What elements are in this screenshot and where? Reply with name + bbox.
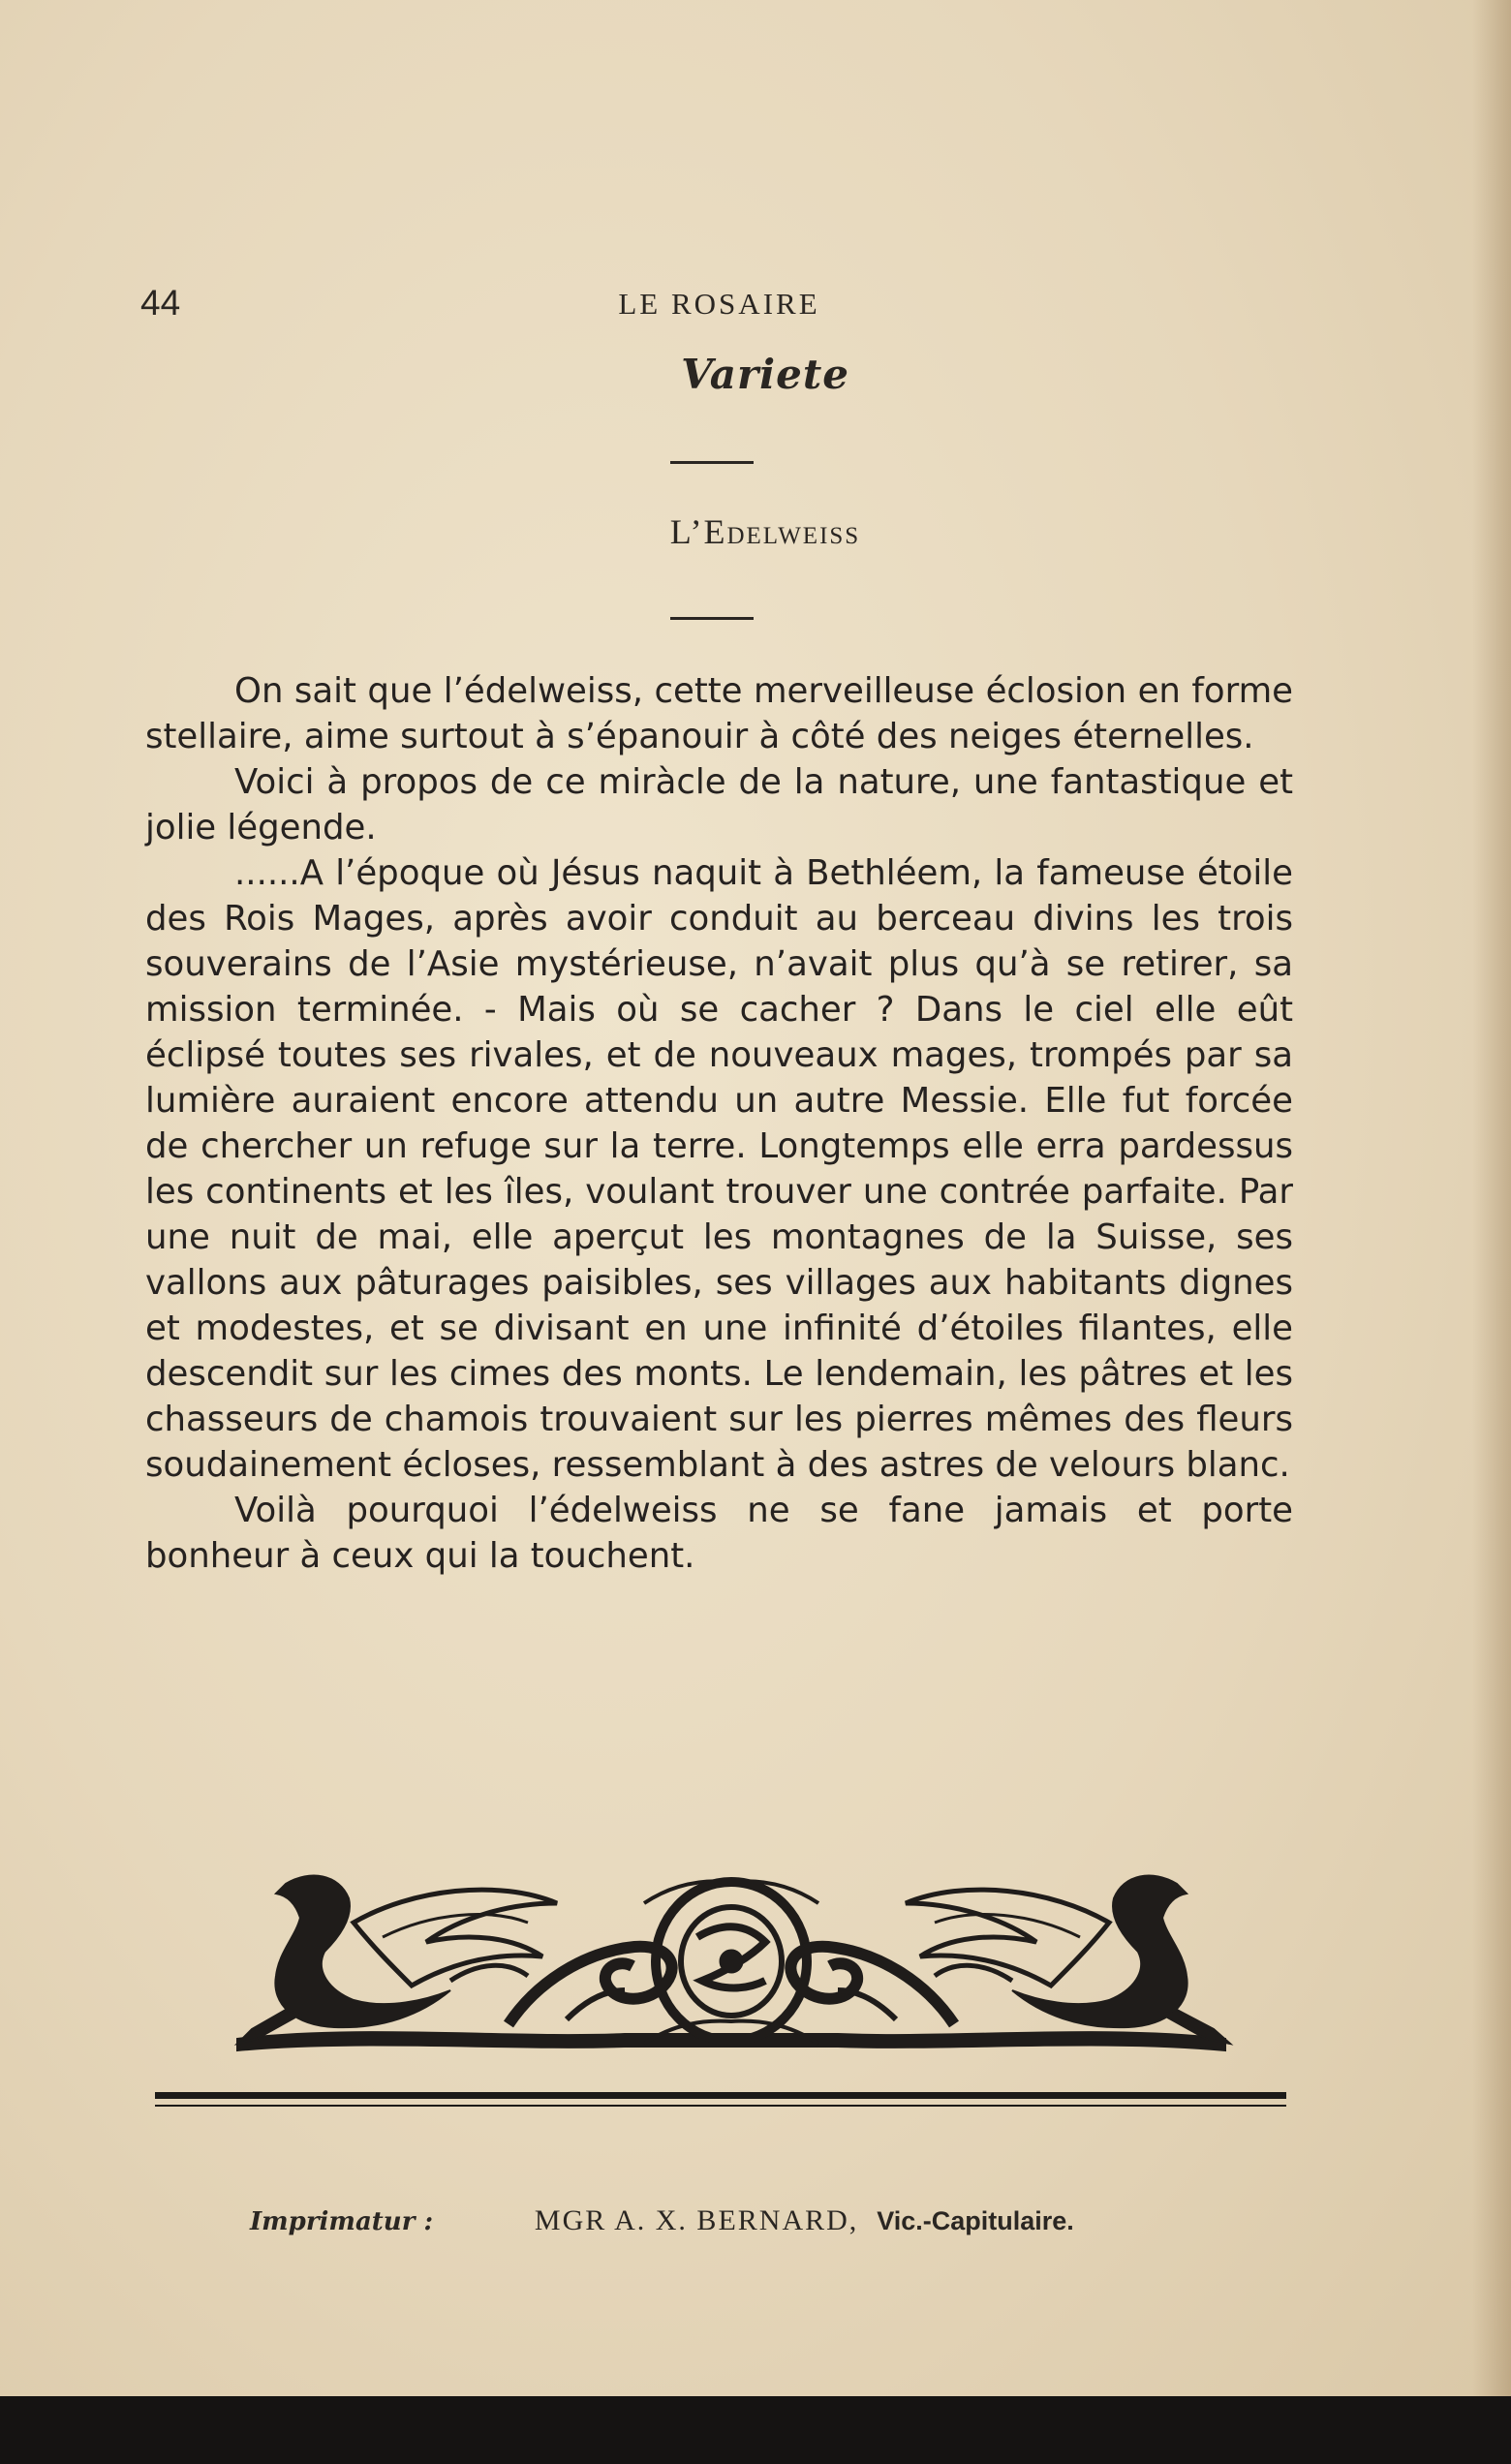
paragraph-4: Voilà pourquoi l’édelweiss ne se fane jamais et porte bonheur à ceux qui la touchent. bbox=[145, 1491, 1293, 1576]
journal-title: LE ROSAIRE bbox=[618, 287, 820, 321]
paragraph-2: Voici à propos de ce miràcle de la nature, une fantastique et jolie légende. bbox=[145, 762, 1293, 847]
decorative-ornament-vignette bbox=[218, 1845, 1245, 2068]
page-number: 44 bbox=[140, 283, 181, 323]
article-body bbox=[145, 668, 1293, 1579]
imprimatur-name: MGR A. X. BERNARD, bbox=[534, 2204, 859, 2236]
rule-below-title bbox=[670, 617, 754, 620]
section-heading: Variete bbox=[681, 351, 849, 398]
scan-bottom-edge bbox=[0, 2396, 1511, 2464]
paragraph-3: ......A l’époque où Jésus naquit à Bethléem, la fameuse étoile des Rois Mages, après avoir conduit au berceau divins les trois souverains de l’Asie mystérieuse, n’avait plus qu’à se retirer, sa mission terminée. - Mais où se cacher ? Dans le ciel elle eût éclipsé toutes ses rivales, et de nouveaux mages, trompés par sa lumière auraient encore attendu un autre Messie. Elle fut forcée de chercher un refuge sur la terre. Longtemps elle erra pardessus les continents et les îles, voulant trouver une contrée parfaite. Par une nuit de mai, elle aperçut les montagnes de la Suisse, ses vallons aux pâturages paisibles, ses villages aux habitants dignes et modestes, et se divisant en une infinité d’étoiles filantes, elle descendit sur les cimes des monts. Le lendemain, les pâtres et les chasseurs de chamois trouvaient sur les pierres mêmes des fleurs soudainement écloses, ressemblant à des astres de velours blanc. bbox=[145, 853, 1293, 1485]
thick-rule bbox=[155, 2092, 1286, 2099]
imprimatur-role: Vic.-Capitulaire. bbox=[877, 2206, 1074, 2235]
rule-above-title bbox=[670, 461, 754, 464]
thin-rule bbox=[155, 2105, 1286, 2107]
imprimatur-label: Imprimatur : bbox=[250, 2207, 434, 2236]
page-edge-shadow bbox=[1472, 0, 1511, 2464]
imprimatur-line bbox=[250, 2204, 1277, 2237]
article-title: L’Edelweiss bbox=[669, 512, 861, 551]
running-head bbox=[140, 283, 1298, 331]
footer-double-rule bbox=[155, 2092, 1286, 2107]
paragraph-1: On sait que l’édelweiss, cette merveilleuse éclosion en forme stellaire, aime surtout à s’épanouir à côté des neiges éternelles. bbox=[145, 671, 1293, 756]
